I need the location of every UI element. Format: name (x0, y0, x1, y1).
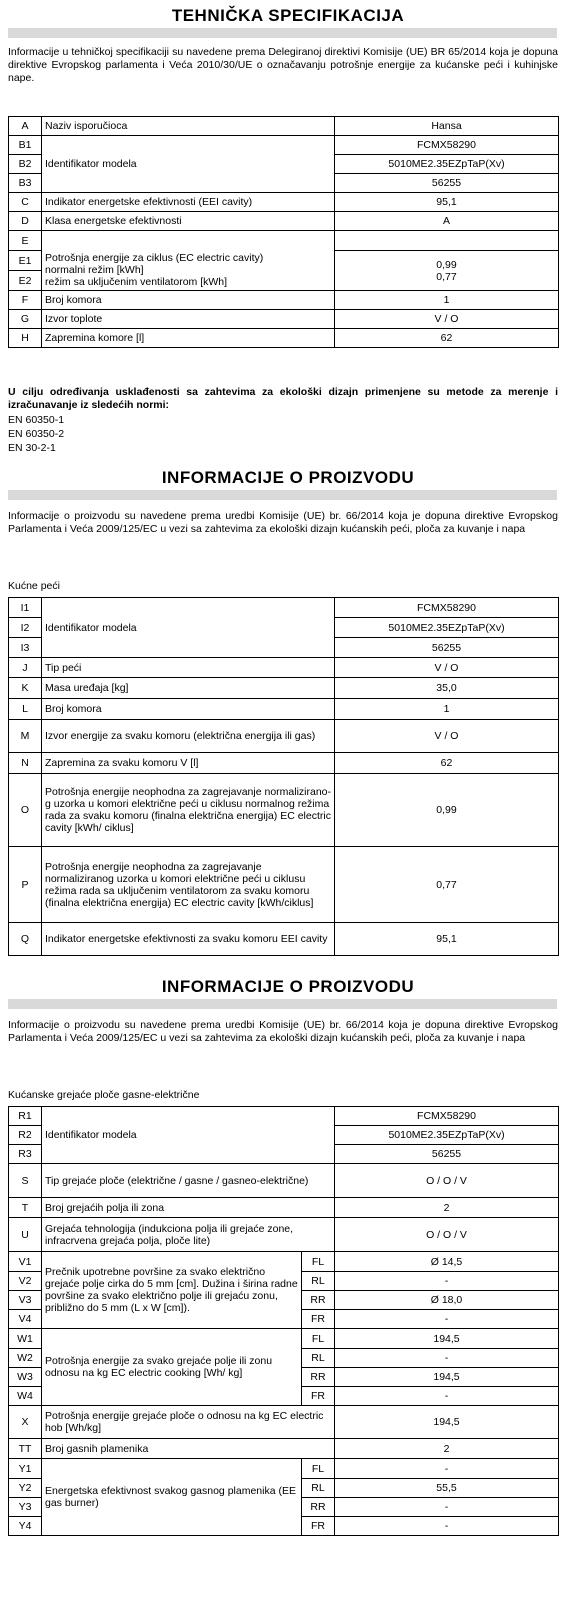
table-row (9, 231, 559, 251)
row-value: O / O / V (335, 1218, 559, 1252)
row-label: Zapremina za svaku komoru V [l] (42, 753, 335, 774)
section-divider (8, 28, 557, 38)
row-code: C (9, 193, 42, 212)
table-row (9, 847, 559, 923)
row-label: Broj komora (42, 699, 335, 720)
row-value: 194,5 (335, 1329, 559, 1349)
section-title-technical-spec: TEHNIČKA SPECIFIKACIJA (171, 6, 405, 25)
row-value: - (335, 1517, 559, 1536)
row-label: Potrošnja energije neophodna za zagrejavanje normaliziranog uzorka u komori električne peći u ciklusu normalnog režima rada za svaku komoru (finalna električna energija) EC electric cavity [kWh/ ciklus] (42, 774, 335, 847)
row-label: Izvor energije za svaku komoru (električna energija ili gas) (42, 720, 335, 753)
row-value: 0,99 (335, 774, 559, 847)
row-value: 194,5 (335, 1406, 559, 1439)
row-code: Y2 (9, 1479, 42, 1498)
row-label: Tip grejaće ploče (električne / gasne / gasneo-električne) (42, 1164, 335, 1198)
row-code: W1 (9, 1329, 42, 1349)
norm-item: EN 60350-2 (8, 428, 65, 440)
table-caption: Kućne peći (8, 580, 60, 592)
row-code: L (9, 699, 42, 720)
norms-heading: U cilju određivanja usklađenosti sa zahtevima za ekološki dizajn primenjene su metode za merenje i izračunavanje iz sledećih normi: (8, 386, 558, 411)
row-value: Ø 14,5 (335, 1252, 559, 1272)
table-row (9, 1198, 559, 1218)
row-label: Naziv isporučioca (42, 117, 335, 136)
row-code: B3 (9, 174, 42, 193)
row-code: E (9, 231, 42, 251)
row-label: Grejaća tehnologija (indukciona polja ili grejaće zone, infracrvena grejaća polja, ploče lite) (42, 1218, 335, 1252)
intro-paragraph: Informacije u tehničkoj specifikaciji su navedene prema Delegiranoj direktivi Komisije (UE) BR 65/2014 koja je dopuna direktive Evropskog parlamenta i Veća 2010/30/UE o označavanju potrošnje energije za kućanske peći i kuhinjske nape. (8, 46, 558, 84)
row-label: Prečnik upotrebne površine za svako električno grejaće polje cirka do 5 mm [cm]. Dužina i širina radne površine za svako električno polje ili grejaću zonu, približno do 5 mm (L x W [cm]). (42, 1252, 302, 1329)
row-value: 95,1 (335, 923, 559, 956)
zone-position: FL (302, 1252, 335, 1272)
row-code: V2 (9, 1272, 42, 1291)
table-row (9, 1329, 559, 1349)
row-code: W4 (9, 1387, 42, 1406)
row-value: - (335, 1498, 559, 1517)
table-row (9, 1439, 559, 1459)
row-value: 95,1 (335, 193, 559, 212)
row-value: A (335, 212, 559, 231)
row-code: R3 (9, 1145, 42, 1164)
row-value: - (335, 1349, 559, 1368)
row-label: Identifikator modela (42, 1107, 335, 1164)
row-code: R1 (9, 1107, 42, 1126)
row-value: 5010ME2.35EZpTaP(Xv) (335, 155, 559, 174)
row-value: 2 (335, 1198, 559, 1218)
row-code: J (9, 658, 42, 678)
row-value: 56255 (335, 1145, 559, 1164)
row-code: U (9, 1218, 42, 1252)
row-code: K (9, 678, 42, 699)
table-row (9, 774, 559, 847)
row-value: 0,77 (335, 847, 559, 923)
zone-position: RL (302, 1272, 335, 1291)
row-code: E2 (9, 271, 42, 291)
row-code: S (9, 1164, 42, 1198)
row-value: 62 (335, 329, 559, 348)
table-row (9, 117, 559, 136)
hobs-table (8, 1106, 559, 1536)
zone-position: RR (302, 1498, 335, 1517)
table-row (9, 136, 559, 155)
row-value: O / O / V (335, 1164, 559, 1198)
row-code: W3 (9, 1368, 42, 1387)
row-label: Energetska efektivnost svakog gasnog plamenika (EE gas burner) (42, 1459, 302, 1536)
row-value: 2 (335, 1439, 559, 1459)
table-row (9, 193, 559, 212)
row-label: Indikator energetske efektivnosti (EEI cavity) (42, 193, 335, 212)
section-title-product-info: INFORMACIJE O PROIZVODU (161, 977, 415, 996)
row-label: Izvor toplote (42, 310, 335, 329)
row-code: B2 (9, 155, 42, 174)
row-code: Y1 (9, 1459, 42, 1479)
row-value: - (335, 1459, 559, 1479)
row-value: V / O (335, 310, 559, 329)
row-value: 55,5 (335, 1479, 559, 1498)
row-value: V / O (335, 720, 559, 753)
row-code: B1 (9, 136, 42, 155)
zone-position: FL (302, 1459, 335, 1479)
row-code: I1 (9, 598, 42, 618)
table-row (9, 1107, 559, 1126)
row-value: 56255 (335, 638, 559, 658)
row-label: Tip peći (42, 658, 335, 678)
zone-position: FR (302, 1387, 335, 1406)
row-code: Y4 (9, 1517, 42, 1536)
table-row (9, 753, 559, 774)
row-label: normalni režim [kWh] (45, 264, 144, 276)
row-code: P (9, 847, 42, 923)
row-value: 1 (335, 291, 559, 310)
row-value: 5010ME2.35EZpTaP(Xv) (335, 618, 559, 638)
row-code: W2 (9, 1349, 42, 1368)
row-value: - (335, 1310, 559, 1329)
row-label: Broj grejaćih polja ili zona (42, 1198, 335, 1218)
row-code: V1 (9, 1252, 42, 1272)
row-value: 56255 (335, 174, 559, 193)
row-code: E1 (9, 251, 42, 271)
table-row (9, 1218, 559, 1252)
zone-position: RR (302, 1368, 335, 1387)
row-code: O (9, 774, 42, 847)
table-row (9, 699, 559, 720)
row-code: V3 (9, 1291, 42, 1310)
row-value: 35,0 (335, 678, 559, 699)
row-value: 1 (335, 699, 559, 720)
zone-position: RL (302, 1349, 335, 1368)
row-label: Broj gasnih plamenika (42, 1439, 335, 1459)
row-code: F (9, 291, 42, 310)
row-value: Hansa (335, 117, 559, 136)
row-value: FCMX58290 (335, 1107, 559, 1126)
row-label: Broj komora (42, 291, 335, 310)
zone-position: FR (302, 1310, 335, 1329)
row-code: T (9, 1198, 42, 1218)
row-value: 0,77 (335, 271, 559, 291)
row-label: Identifikator modela (42, 136, 335, 193)
table-row (9, 678, 559, 699)
table-row (9, 1406, 559, 1439)
table-row (9, 598, 559, 618)
row-code: I3 (9, 638, 42, 658)
row-code: M (9, 720, 42, 753)
row-label: Identifikator modela (42, 598, 335, 658)
row-label: Zapremina komore [l] (42, 329, 335, 348)
row-label: Indikator energetske efektivnosti za svaku komoru EEI cavity (42, 923, 335, 956)
table-row (9, 923, 559, 956)
row-code: V4 (9, 1310, 42, 1329)
row-value: Ø 18,0 (335, 1291, 559, 1310)
table-row (9, 720, 559, 753)
row-value: - (335, 1272, 559, 1291)
row-code: Q (9, 923, 42, 956)
section-divider (8, 490, 557, 500)
row-code: X (9, 1406, 42, 1439)
row-code: H (9, 329, 42, 348)
row-code: A (9, 117, 42, 136)
row-label: Potrošnja energije neophodna za zagrejavanje normaliziranog uzorka u komori električne peći u ciklusu režima rada sa uključenim ventilatorom za svaku komoru (finalna električna energija) EC electric cavity [kWh/ciklus] (42, 847, 335, 923)
table-row (9, 1164, 559, 1198)
empty-cell (335, 231, 559, 251)
intro-paragraph: Informacije o proizvodu su navedene prema uredbi Komisije (UE) br. 66/2014 koja je dopuna direktive Evropskog Parlamenta i Veća 2009/125/EC u vezi sa zahtevima za ekološki dizajn kućanskih peći, ploča za kuvanje i napa (8, 510, 558, 535)
row-code: Y3 (9, 1498, 42, 1517)
row-code: D (9, 212, 42, 231)
norm-item: EN 60350-1 (8, 414, 65, 426)
energy-consumption-label (42, 231, 335, 291)
row-value: 62 (335, 753, 559, 774)
row-label: Potrošnja energije za ciklus (EC electric cavity) (45, 252, 264, 264)
table-row (9, 1252, 559, 1272)
row-code: TT (9, 1439, 42, 1459)
table-row (9, 1459, 559, 1479)
table-caption: Kućanske grejaće ploče gasne-električne (8, 1089, 200, 1101)
row-value: - (335, 1387, 559, 1406)
table-row (9, 658, 559, 678)
row-value: V / O (335, 658, 559, 678)
row-code: R2 (9, 1126, 42, 1145)
row-code: N (9, 753, 42, 774)
row-value: 5010ME2.35EZpTaP(Xv) (335, 1126, 559, 1145)
intro-paragraph: Informacije o proizvodu su navedene prema uredbi Komisije (UE) br. 66/2014 koja je dopuna direktive Evropskog Parlamenta i Veća 2009/125/EC u vezi sa zahtevima za ekološki dizajn kućanskih peći, ploča za kuvanje i napa (8, 1019, 558, 1044)
row-label: Potrošnja energije grejaće ploče o odnosu na kg EC electric hob [Wh/kg] (42, 1406, 335, 1439)
zone-position: RL (302, 1479, 335, 1498)
table-row (9, 310, 559, 329)
row-value: FCMX58290 (335, 598, 559, 618)
row-code: I2 (9, 618, 42, 638)
row-value: FCMX58290 (335, 136, 559, 155)
row-code: G (9, 310, 42, 329)
table-row (9, 212, 559, 231)
row-label: Klasa energetske efektivnosti (42, 212, 335, 231)
section-title-product-info: INFORMACIJE O PROIZVODU (161, 468, 415, 487)
row-value: 0,99 (335, 251, 559, 271)
section-divider (8, 999, 557, 1009)
table-row (9, 329, 559, 348)
row-value: 194,5 (335, 1368, 559, 1387)
zone-position: FR (302, 1517, 335, 1536)
zone-position: RR (302, 1291, 335, 1310)
norm-item: EN 30-2-1 (8, 442, 56, 454)
row-label: Potrošnja energije za svako grejaće polje ili zonu odnosu na kg EC electric cooking [Wh/ kg] (42, 1329, 302, 1406)
technical-spec-table (8, 116, 559, 348)
zone-position: FL (302, 1329, 335, 1349)
row-label: Masa uređaja [kg] (42, 678, 335, 699)
table-row (9, 291, 559, 310)
row-label: režim sa uključenim ventilatorom [kWh] (45, 276, 228, 288)
ovens-table (8, 597, 559, 956)
